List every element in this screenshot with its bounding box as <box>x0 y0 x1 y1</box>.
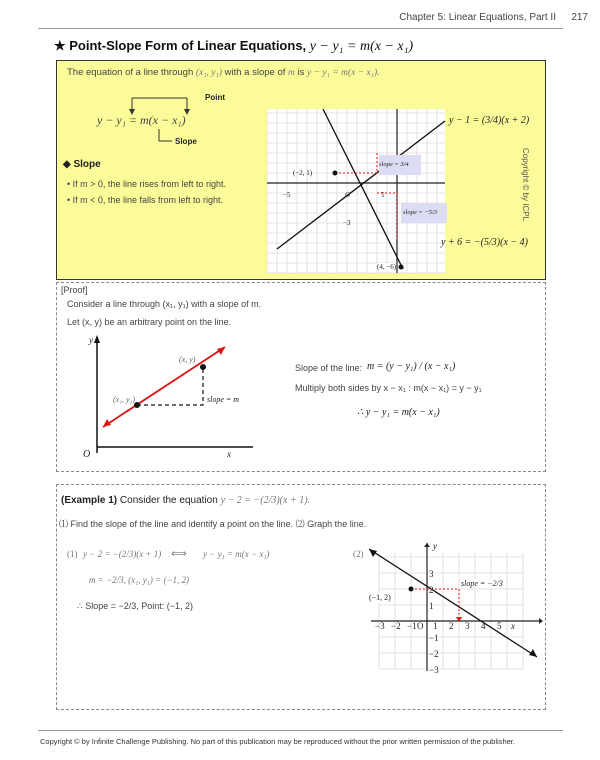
diagram-equation: y − y₁ = m(x − x₁) <box>97 113 186 127</box>
graph-origin: O <box>345 191 351 199</box>
equivalence-arrow: ⟺ <box>171 548 187 560</box>
slope-item-1: • If m > 0, the line rises from left to right. <box>67 179 226 189</box>
grid-graph <box>267 109 453 275</box>
proof-box <box>56 282 546 472</box>
slope-formula: m = (y − y₁) / (x − x₁) <box>367 361 456 372</box>
ytick: −2 <box>429 649 439 659</box>
graph-slope-2: slope = −5/3 <box>403 209 438 216</box>
vertical-copyright: Copyright © by ICPL <box>521 148 530 222</box>
tick-x-right: 5 <box>381 191 385 199</box>
footer-copyright: Copyright © by Infinite Challenge Publishing. No part of this publication may be reproduced without the prior written permission of the publisher. <box>40 737 515 746</box>
ytick: −1 <box>429 633 439 643</box>
graph-point-2: (4, −6) <box>377 263 397 271</box>
solution-1-equation: y − 2 = −(2/3)(x + 1) <box>83 549 162 559</box>
line-2-equation: y + 6 = −(5/3)(x − 4) <box>441 237 528 248</box>
proof-x-axis-label: x <box>227 449 231 459</box>
bullet-icon: • <box>67 179 71 189</box>
graph-slope-1: slope = 3/4 <box>379 161 409 168</box>
solution-2-label: (2) <box>353 549 364 559</box>
proof-line-1: Consider a line through (x₁, y₁) with a slope of m. <box>67 299 262 309</box>
proof-slope-label: slope = m <box>207 395 240 404</box>
chapter-title: Chapter 5: Linear Equations, Part II <box>399 12 556 23</box>
example-point: (−1, 2) <box>369 593 391 602</box>
footer-divider <box>38 730 563 731</box>
tick-x-left: −5 <box>283 191 291 199</box>
example-x-axis-label: x <box>511 621 515 631</box>
graph-point-1: (−2, 1) <box>293 169 313 177</box>
definition-box <box>56 60 546 280</box>
ytick: 1 <box>429 601 434 611</box>
example-equation: y − 2 = −(2/3)(x + 1). <box>220 495 311 506</box>
proof-conclusion: ∴ y − y₁ = m(x − x₁) <box>357 407 440 418</box>
intro-m: m <box>288 68 295 78</box>
ytick: 2 <box>429 585 434 595</box>
proof-y-axis-label: y <box>89 335 93 345</box>
intro-point: (x₁, y₁) <box>195 68 222 78</box>
xtick: −3 <box>375 621 385 631</box>
intro-text-1: The equation of a line through <box>67 67 194 78</box>
proof-origin: O <box>83 449 91 460</box>
example-questions <box>59 517 366 530</box>
proof-point-1: (x₁, y₁) <box>113 395 135 404</box>
xtick: −2 <box>391 621 401 631</box>
slope-item-2: • If m < 0, the line falls from left to right. <box>67 195 223 205</box>
xtick: 1 <box>433 621 438 631</box>
tick-y-neg3: −3 <box>343 219 351 227</box>
example-question-2: ⑵ Graph the line. <box>295 519 367 529</box>
slope-label: Slope <box>175 137 197 146</box>
intro-text-2: with a slope of <box>224 67 286 78</box>
line-1-equation: y − 1 = (3/4)(x + 2) <box>449 115 530 126</box>
xtick: −1 <box>407 621 417 631</box>
example-label: (Example 1) <box>61 495 118 506</box>
proof-label: [Proof] <box>61 285 88 295</box>
example-y-axis-label: y <box>433 541 437 551</box>
proof-line-2: Let (x, y) be an arbitrary point on the line. <box>67 317 232 327</box>
slope-heading: ◆ Slope <box>63 159 101 170</box>
example-header <box>61 495 310 506</box>
xtick: 2 <box>449 621 454 631</box>
point-label: Point <box>205 93 225 102</box>
example-question-1: ⑴ Find the slope of the line and identify a point on the line. <box>59 519 294 529</box>
xtick: 5 <box>497 621 502 631</box>
header-divider <box>38 28 563 29</box>
page-number: 217 <box>571 12 588 23</box>
solution-1-answer: ∴ Slope = −2/3, Point: (−1, 2) <box>77 601 194 611</box>
title-formula: y − y₁ = m(x − x₁) <box>309 39 414 54</box>
section-title <box>54 38 413 55</box>
solution-1-label: (1) <box>67 549 78 559</box>
bullet-icon: • <box>67 195 71 205</box>
example-box <box>56 484 546 710</box>
slope-of-line-text: Slope of the line: <box>295 363 363 373</box>
proof-point-2: (x, y) <box>179 355 196 364</box>
title-text: ★ Point-Slope Form of Linear Equations, <box>54 38 307 53</box>
example-text: Consider the equation <box>119 495 218 506</box>
intro-sentence <box>67 67 380 78</box>
xtick: 4 <box>481 621 486 631</box>
multiply-step: Multiply both sides by x − x₁ : m(x − x₁) = y − y₁ <box>295 383 482 393</box>
ytick: −3 <box>429 665 439 675</box>
example-origin: O <box>417 621 424 631</box>
diamond-icon: ◆ <box>63 159 71 170</box>
intro-equation: y − y₁ = m(x − x₁). <box>307 68 380 78</box>
intro-text-3: is <box>297 67 305 78</box>
example-slope: slope = −2/3 <box>461 579 503 588</box>
solution-1-values: m = −2/3, (x₁, y₁) = (−1, 2) <box>89 575 190 585</box>
xtick: 3 <box>465 621 470 631</box>
example-graph <box>369 543 543 673</box>
ytick: 3 <box>429 569 434 579</box>
page-header <box>0 0 600 30</box>
point-slope-form: y − y₁ = m(x − x₁) <box>203 549 270 559</box>
